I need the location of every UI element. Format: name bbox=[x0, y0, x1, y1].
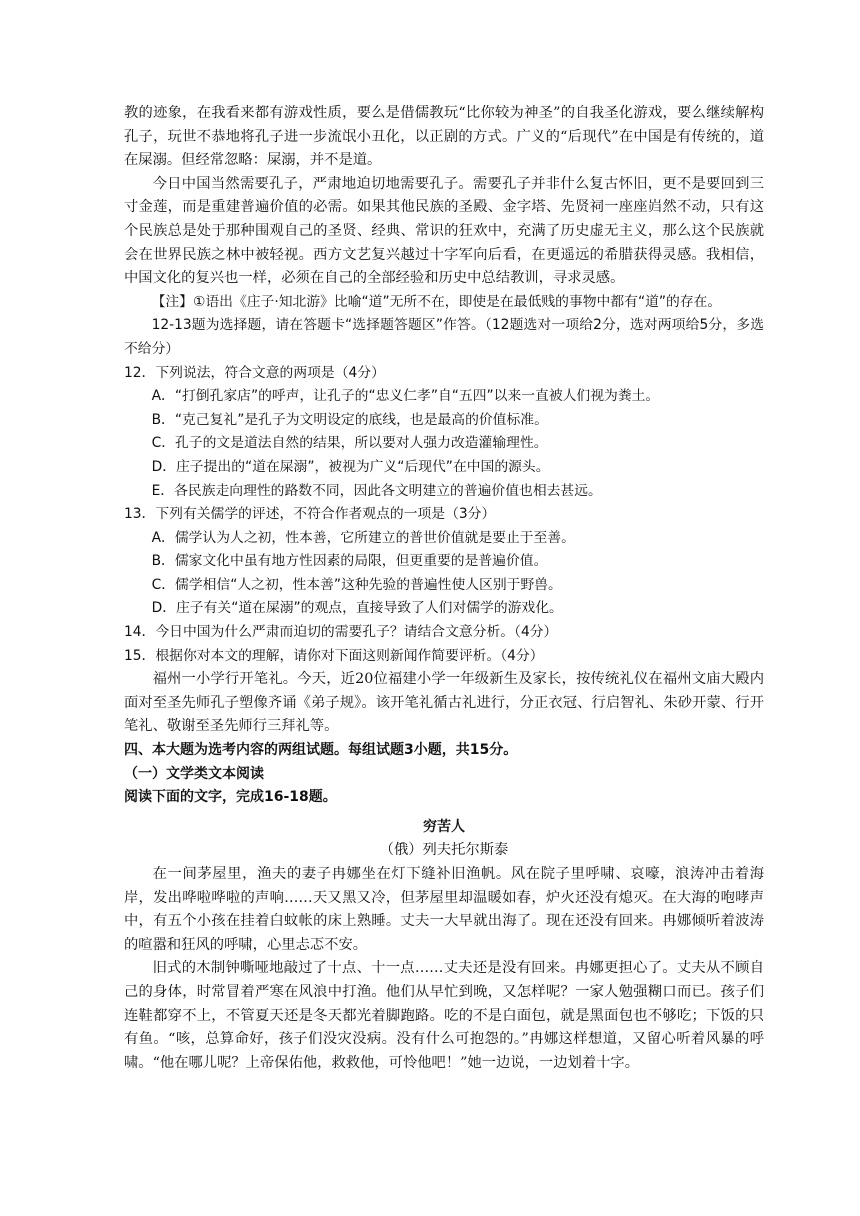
section-4-subheading: （一）文学类文本阅读 bbox=[124, 765, 264, 782]
question-13-option-d: D．庄子有关“道在屎溺”的观点，直接导致了人们对儒学的游戏化。 bbox=[151, 600, 563, 617]
news-item: 福州一小学行开笔礼。今天，近20位福建小学一年级新生及家长，按传统礼仪在福州文庙大殿内面对至圣先师孔子塑像齐诵《弟子规》。该开笔礼循古礼进行，分正衣冠、行启智礼、朱砂开蒙、行开笔礼、敬谢至圣先师行三拜礼等。 bbox=[124, 671, 764, 735]
question-13-option-c: C．儒学相信“人之初，性本善”这种先验的普遍性使人区别于野兽。 bbox=[151, 576, 562, 593]
question-13-stem: 13．下列有关儒学的评述，不符合作者观点的一项是（3分） bbox=[124, 506, 496, 523]
question-12-option-b: B．“克己复礼”是孔子为文明设定的底线，也是最高的价值标准。 bbox=[151, 411, 548, 428]
question-12-option-c: C．孔子的文是道法自然的结果，所以要对人强力改造灌输理性。 bbox=[151, 435, 548, 452]
exam-page bbox=[124, 102, 764, 1075]
question-14: 14．今日中国为什么严肃而迫切的需要孔子？请结合文意分析。（4分） bbox=[124, 624, 558, 641]
question-15: 15．根据你对本文的理解，请你对下面这则新闻作简要评析。（4分） bbox=[124, 647, 544, 664]
question-12-option-a: A．“打倒孔家店”的呼声，让孔子的“忠义仁孝”自“五四”以来一直被人们视为粪土。 bbox=[151, 388, 660, 405]
footnote: 【注】①语出《庄子·知北游》比喻“道”无所不在，即使是在最低贱的事物中都有“道”的存在。 bbox=[151, 293, 722, 310]
question-12-stem: 12．下列说法，符合文意的两项是（4分） bbox=[124, 364, 385, 381]
story-paragraph: 在一间茅屋里，渔夫的妻子冉娜坐在灯下缝补旧渔帆。风在院子里呼啸、哀嚎，浪涛冲击着海岸，发出哗啦哗啦的声响……天又黑又冷，但茅屋里却温暖如春，炉火还没有熄灭。在大海的咆哮声中，有五个小孩在挂着白蚊帐的床上熟睡。丈夫一大早就出海了。现在还没有回来。冉娜倾听着波涛的喧嚣和狂风的呼啸，心里忐忑不安。 bbox=[124, 866, 764, 953]
question-13-option-a: A．儒学认为人之初，性本善，它所建立的普世价值就是要止于至善。 bbox=[151, 529, 575, 546]
section-4-prompt: 阅读下面的文字，完成16-18题。 bbox=[124, 789, 337, 806]
story-title: 穷苦人 bbox=[423, 818, 465, 835]
choice-instructions: 12-13题为选择题，请在答题卡“选择题答题区”作答。（12题选对一项给2分，选对两项给5分，多选不给分） bbox=[124, 317, 764, 357]
section-4-heading: 四、本大题为选考内容的两组试题。每组试题3小题，共15分。 bbox=[124, 742, 518, 759]
question-13-option-b: B．儒家文化中虽有地方性因素的局限，但更重要的是普遍价值。 bbox=[151, 553, 548, 570]
story-author: （俄）列夫托尔斯泰 bbox=[379, 842, 509, 859]
question-12-option-d: D．庄子提出的“道在屎溺”，被视为广义“后现代”在中国的源头。 bbox=[151, 458, 550, 475]
passage-paragraph: 今日中国当然需要孔子，严肃地迫切地需要孔子。需要孔子并非什么复古怀旧，更不是要回到三寸金莲，而是重建普遍价值的必需。如果其他民族的圣殿、金字塔、先贤祠一座座岿然不动，只有这个民族总是处于那种围观自己的圣贤、经典、常识的狂欢中，充满了历史虚无主义，那么这个民族就会在世界民族之林中被轻视。西方文艺复兴越过十字军向后看，在更遥远的希腊获得灵感。我相信，中国文化的复兴也一样，必须在自己的全部经验和历史中总结教训，寻求灵感。 bbox=[124, 175, 764, 287]
passage-paragraph: 教的迹象，在我看来都有游戏性质，要么是借儒教玩“比你较为神圣”的自我圣化游戏，要么继续解构孔子，玩世不恭地将孔子进一步流氓小丑化，以正剧的方式。广义的“后现代”在中国是有传统的，道在屎溺。但经常忽略：屎溺，并不是道。 bbox=[124, 105, 764, 169]
story-paragraph: 旧式的木制钟嘶哑地敲过了十点、十一点……丈夫还是没有回来。冉娜更担心了。丈夫从不顾自己的身体，时常冒着严寒在风浪中打渔。他们从早忙到晚，又怎样呢？一家人勉强糊口而已。孩子们连鞋都穿不上，不管夏天还是冬天都光着脚跑路。吃的不是白面包，就是黑面包也不够吃；下饭的只有鱼。“咳，总算命好，孩子们没灾没病。没有什么可抱怨的。”冉娜这样想道，又留心听着风暴的呼啸。“他在哪儿呢？上帝保佑他，救救他，可怜他吧！”她一边说，一边划着十字。 bbox=[124, 960, 764, 1071]
question-12-option-e: E．各民族走向理性的路数不同，因此各文明建立的普遍价值也相去甚远。 bbox=[151, 482, 602, 499]
